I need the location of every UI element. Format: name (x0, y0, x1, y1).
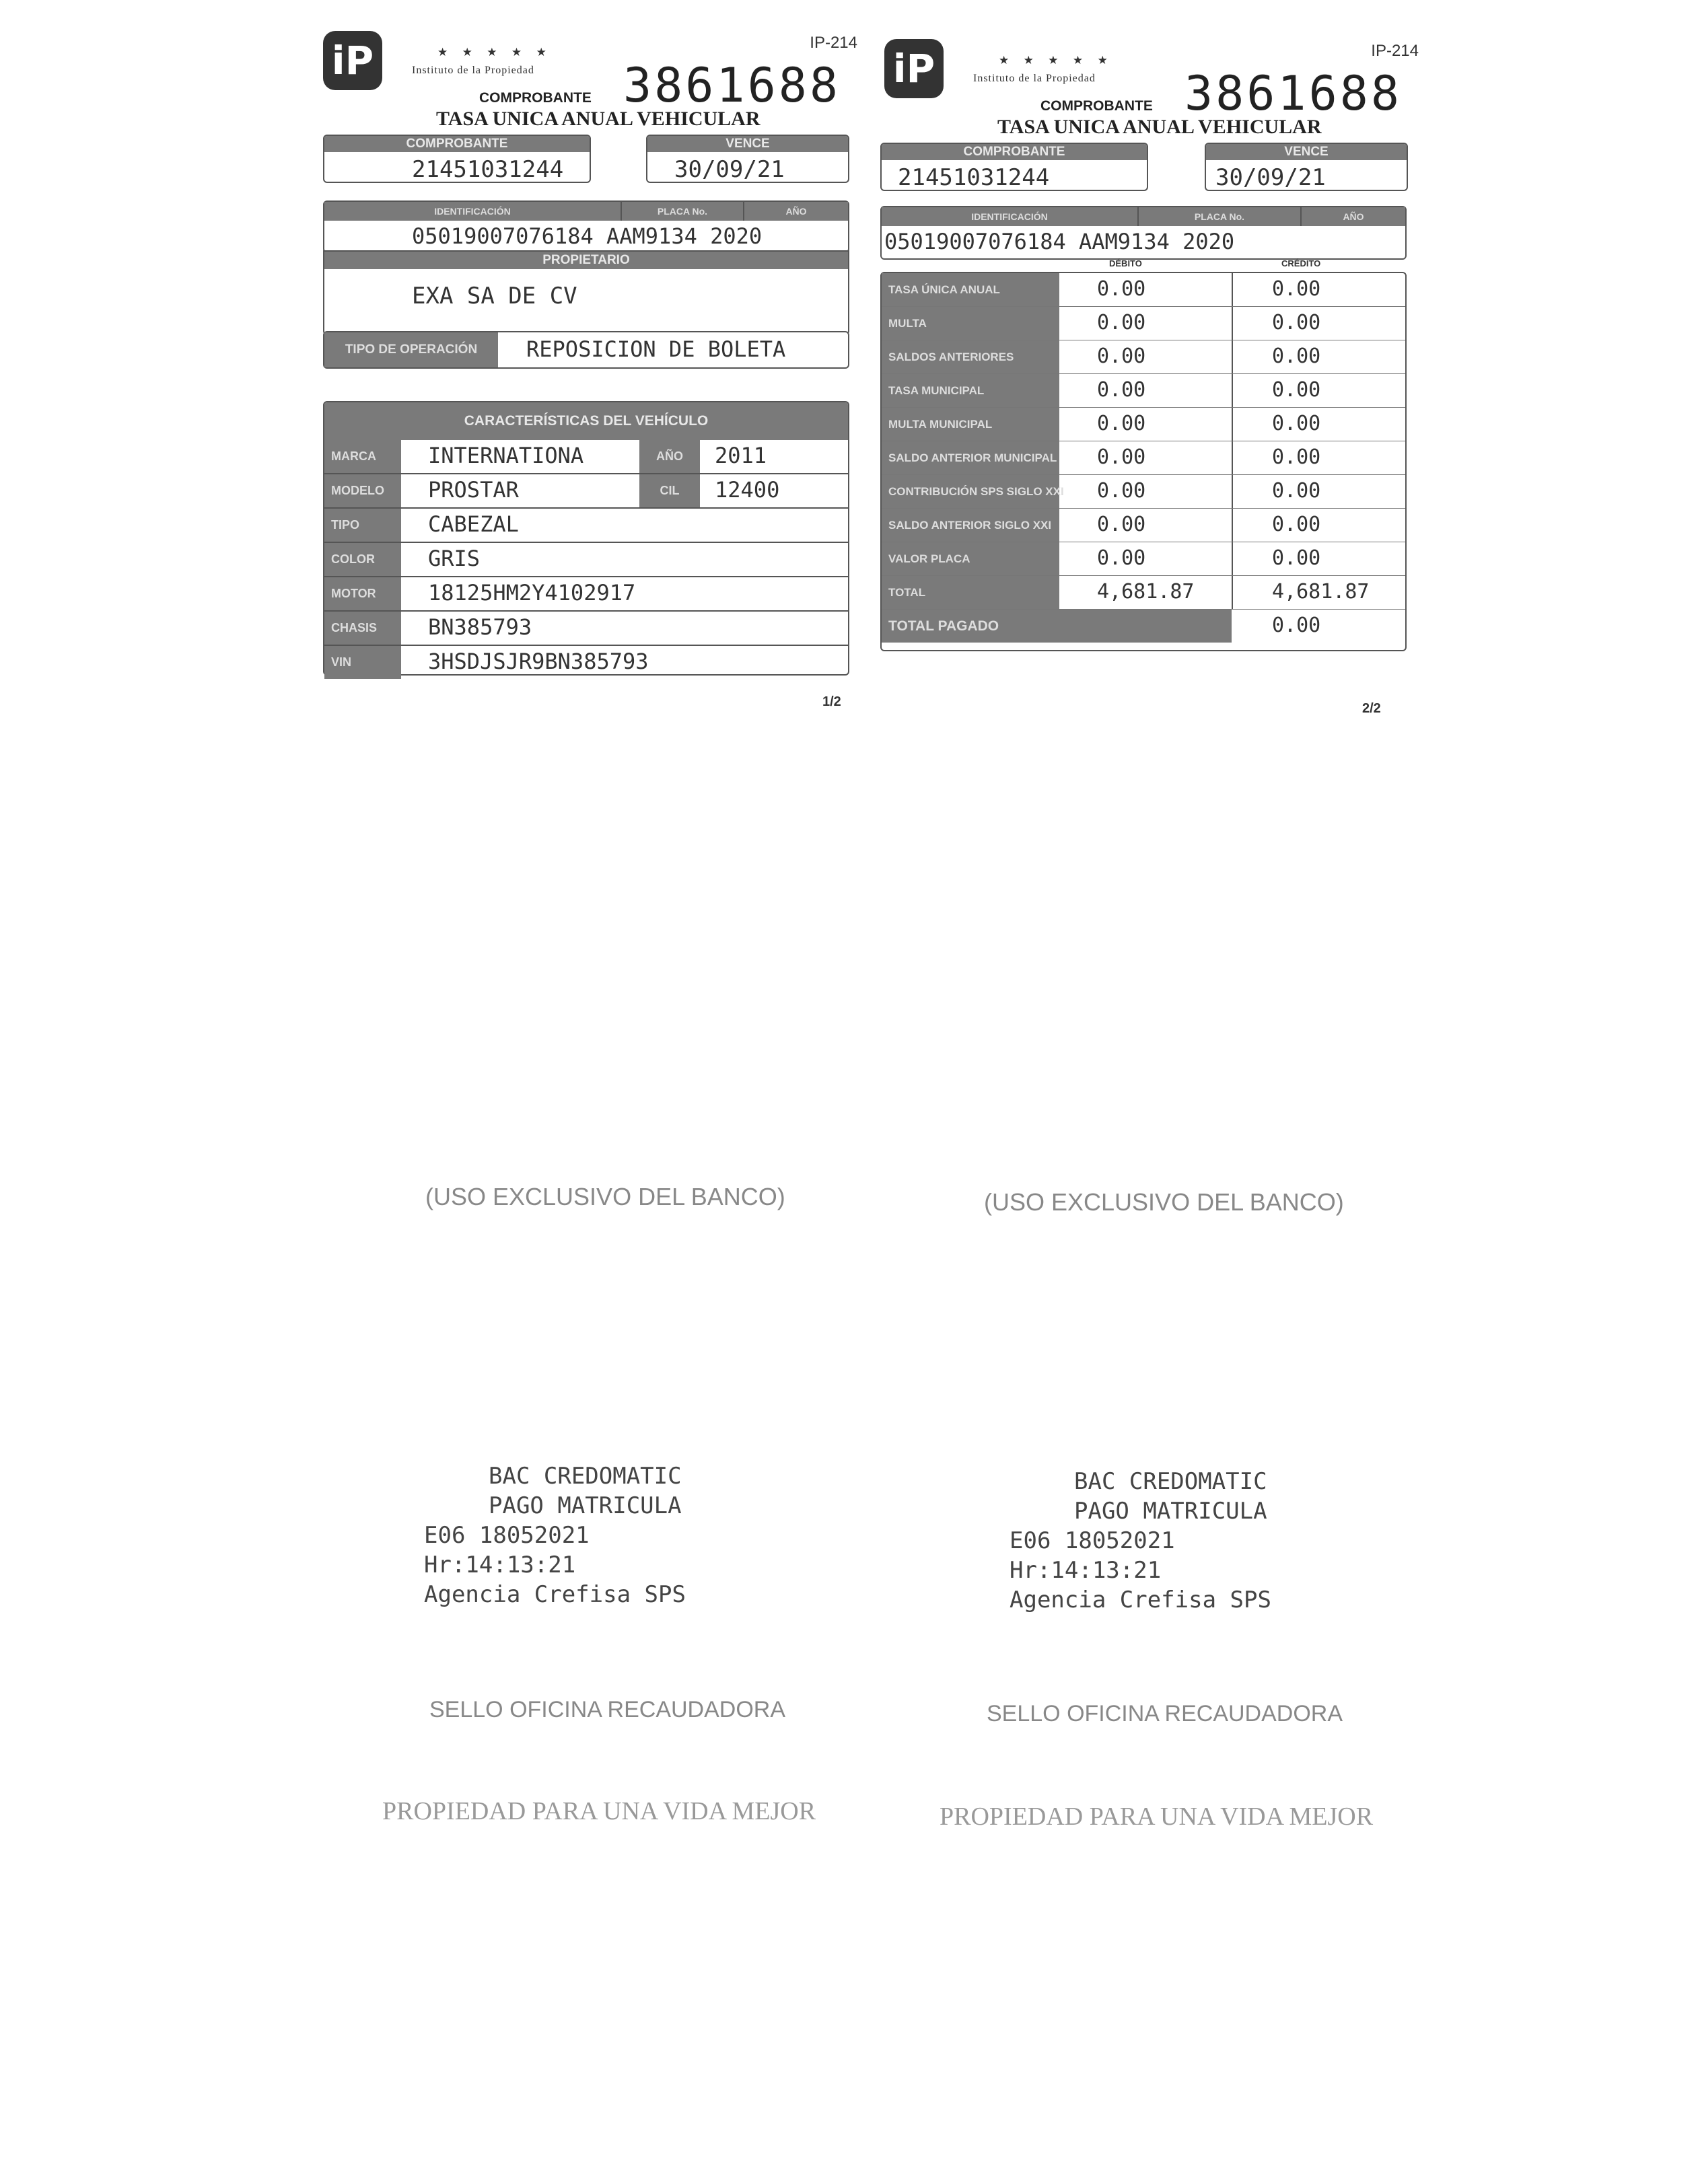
marca-value: INTERNATIONA (428, 443, 584, 468)
identificacion-header: IDENTIFICACIÓN (324, 202, 622, 221)
tipo-operacion-label: TIPO DE OPERACIÓN (324, 332, 498, 367)
bank-stamp-1 (424, 1461, 686, 1609)
ip-logo-icon: iP (884, 39, 944, 98)
propietario-header: PROPIETARIO (324, 252, 848, 269)
finance-row-total (882, 575, 1405, 609)
vence-header: VENCE (1206, 144, 1407, 160)
document-title: TASA UNICA ANUAL VEHICULAR (997, 116, 1322, 138)
receipt-number: 3861688 (1184, 66, 1403, 121)
stamp-bank-name: BAC CREDOMATIC (489, 1463, 682, 1490)
vehicle-characteristics (323, 401, 849, 676)
document-title: TASA UNICA ANUAL VEHICULAR (436, 108, 760, 130)
modelo-value: PROSTAR (428, 477, 519, 503)
identification-box (323, 201, 849, 253)
motor-value: 18125HM2Y4102917 (428, 580, 636, 606)
finance-row-multa (882, 306, 1405, 340)
row-label: MULTA MUNICIPAL (882, 408, 1059, 441)
cil-value: 12400 (715, 477, 780, 503)
bank-use-label-1: (USO EXCLUSIVO DEL BANCO) (425, 1183, 785, 1210)
anio-header: AÑO (1343, 211, 1364, 222)
row-label: MULTA (882, 307, 1059, 340)
motto-1: PROPIEDAD PARA UNA VIDA MEJOR (382, 1797, 816, 1825)
identification-values: 05019007076184 AAM9134 2020 (412, 223, 763, 249)
vehicle-row-vin (324, 645, 848, 679)
vehicle-row-marca (324, 440, 848, 473)
credito-value: 0.00 (1272, 412, 1321, 435)
vence-box (1205, 143, 1408, 191)
anio-header: AÑO (785, 206, 807, 217)
row-label: SALDO ANTERIOR MUNICIPAL (882, 441, 1059, 474)
finance-row-total-pagado (882, 609, 1405, 643)
color-value: GRIS (428, 546, 481, 571)
vence-value: 30/09/21 (674, 156, 785, 183)
identification-values: 05019007076184 AAM9134 2020 (884, 229, 1235, 254)
finance-row-tasa-unica (882, 273, 1405, 306)
bank-stamp-2 (1010, 1467, 1271, 1615)
receipt-page-2 (872, 32, 1419, 637)
column-divider (1232, 441, 1233, 474)
sello-label-2: SELLO OFICINA RECAUDADORA (987, 1701, 1343, 1726)
row-label: SALDO ANTERIOR SIGLO XXI (882, 509, 1059, 542)
vehicle-row-motor (324, 576, 848, 610)
cil-label: CIL (639, 474, 700, 507)
page-indicator-2: 2/2 (1362, 701, 1381, 716)
column-divider (1232, 475, 1233, 508)
motto-2: PROPIEDAD PARA UNA VIDA MEJOR (940, 1803, 1374, 1831)
comprobante-label: COMPROBANTE (479, 90, 592, 106)
debito-value: 0.00 (1097, 513, 1146, 536)
vin-value: 3HSDJSJR9BN385793 (428, 649, 649, 674)
vehicle-row-color (324, 542, 848, 576)
tipo-operacion-box (323, 331, 849, 369)
receipt-page-1 (311, 24, 857, 674)
debito-value: 0.00 (1097, 378, 1146, 402)
stars-icon: ★ ★ ★ ★ ★ (437, 46, 552, 59)
marca-label: MARCA (324, 440, 401, 473)
comprobante-header: COMPROBANTE (324, 136, 590, 152)
vehicle-row-modelo (324, 473, 848, 507)
tipo-operacion-value: REPOSICION DE BOLETA (526, 336, 786, 362)
page-indicator-1: 1/2 (822, 694, 841, 709)
identificacion-header: IDENTIFICACIÓN (882, 207, 1139, 226)
modelo-label: MODELO (324, 474, 401, 507)
total-pagado-label: TOTAL PAGADO (882, 610, 1232, 643)
comprobante-box (323, 135, 591, 183)
finance-row-contribucion-sps (882, 474, 1405, 508)
vehicle-header: CARACTERÍSTICAS DEL VEHÍCULO (324, 402, 848, 440)
vence-box (646, 135, 849, 183)
column-divider (1232, 273, 1233, 306)
debito-value: 0.00 (1097, 479, 1146, 503)
comprobante-header: COMPROBANTE (882, 144, 1147, 160)
credito-header: CRÉDITO (1281, 258, 1321, 268)
identification-header-row (882, 207, 1405, 226)
column-divider (1232, 307, 1233, 340)
row-label: VALOR PLACA (882, 542, 1059, 575)
finance-row-valor-placa (882, 542, 1405, 575)
debito-value: 4,681.87 (1097, 580, 1195, 604)
finance-row-tasa-municipal (882, 373, 1405, 407)
column-divider (1232, 374, 1233, 407)
bank-use-label-2: (USO EXCLUSIVO DEL BANCO) (984, 1188, 1344, 1216)
anio-label: AÑO (639, 440, 700, 473)
ip-logo-icon: iP (323, 31, 382, 90)
row-label: TASA ÚNICA ANUAL (882, 273, 1059, 306)
institute-name: Instituto de la Propiedad (973, 73, 1096, 84)
debito-value: 0.00 (1097, 445, 1146, 469)
stamp-payment-type: PAGO MATRICULA (489, 1492, 682, 1519)
credito-value: 0.00 (1272, 479, 1321, 503)
credito-value: 0.00 (1272, 445, 1321, 469)
stamp-agency: Agencia Crefisa SPS (424, 1581, 686, 1608)
finance-row-multa-municipal (882, 407, 1405, 441)
institute-name: Instituto de la Propiedad (412, 65, 534, 76)
receipt-header (872, 32, 1419, 143)
row-label: TOTAL (882, 576, 1059, 609)
vehicle-row-tipo (324, 507, 848, 542)
debito-value: 0.00 (1097, 344, 1146, 368)
vence-value: 30/09/21 (1215, 164, 1326, 191)
vehicle-row-chasis (324, 610, 848, 645)
sello-label-1: SELLO OFICINA RECAUDADORA (429, 1697, 786, 1722)
form-code: IP-214 (810, 34, 857, 52)
finance-row-saldos-anteriores (882, 340, 1405, 373)
credito-value: 0.00 (1272, 344, 1321, 368)
debito-value: 0.00 (1097, 546, 1146, 570)
propietario-value: EXA SA DE CV (412, 283, 577, 310)
form-code: IP-214 (1371, 42, 1419, 60)
placa-header: PLACA No. (1139, 207, 1302, 226)
propietario-box (323, 250, 849, 335)
stamp-code-date: E06 18052021 (424, 1522, 590, 1549)
column-divider (1232, 408, 1233, 441)
chasis-value: BN385793 (428, 614, 532, 640)
stamp-payment-type: PAGO MATRICULA (1074, 1498, 1267, 1525)
credito-value: 0.00 (1272, 277, 1321, 301)
credito-value: 0.00 (1272, 513, 1321, 536)
comprobante-value: 21451031244 (898, 164, 1050, 191)
debito-header: DÉBITO (1109, 258, 1142, 268)
credito-value: 4,681.87 (1272, 580, 1370, 604)
color-label: COLOR (324, 543, 401, 576)
finance-table (880, 272, 1407, 651)
column-divider (1232, 542, 1233, 575)
receipt-header (311, 24, 857, 135)
stamp-bank-name: BAC CREDOMATIC (1074, 1468, 1267, 1495)
stamp-time: Hr:14:13:21 (424, 1552, 576, 1578)
stamp-code-date: E06 18052021 (1010, 1527, 1175, 1554)
identification-header-row (324, 202, 848, 221)
row-label: TASA MUNICIPAL (882, 374, 1059, 407)
column-divider (1232, 509, 1233, 542)
vence-header: VENCE (647, 136, 848, 152)
comprobante-value: 21451031244 (412, 156, 564, 183)
finance-row-saldo-anterior-municipal (882, 441, 1405, 474)
receipt-number: 3861688 (623, 58, 841, 113)
credito-value: 0.00 (1272, 378, 1321, 402)
debito-value: 0.00 (1097, 412, 1146, 435)
tipo-label: TIPO (324, 509, 401, 542)
finance-row-saldo-anterior-siglo-xxi (882, 508, 1405, 542)
comprobante-box (880, 143, 1148, 191)
motor-label: MOTOR (324, 577, 401, 610)
total-pagado-value: 0.00 (1272, 614, 1321, 637)
column-divider (1232, 340, 1233, 373)
stamp-agency: Agencia Crefisa SPS (1010, 1587, 1271, 1613)
row-label: SALDOS ANTERIORES (882, 340, 1059, 373)
identification-box (880, 206, 1407, 260)
credito-value: 0.00 (1272, 546, 1321, 570)
row-label: CONTRIBUCIÓN SPS SIGLO XXI (882, 475, 1059, 508)
stamp-time: Hr:14:13:21 (1010, 1557, 1162, 1584)
debito-value: 0.00 (1097, 311, 1146, 334)
credito-value: 0.00 (1272, 311, 1321, 334)
tipo-value: CABEZAL (428, 511, 519, 537)
comprobante-label: COMPROBANTE (1040, 98, 1153, 114)
chasis-label: CHASIS (324, 612, 401, 645)
debito-value: 0.00 (1097, 277, 1146, 301)
vin-label: VIN (324, 646, 401, 679)
anio-value: 2011 (715, 443, 767, 468)
column-divider (1232, 576, 1233, 609)
placa-header: PLACA No. (622, 202, 744, 221)
stars-icon: ★ ★ ★ ★ ★ (999, 54, 1113, 67)
